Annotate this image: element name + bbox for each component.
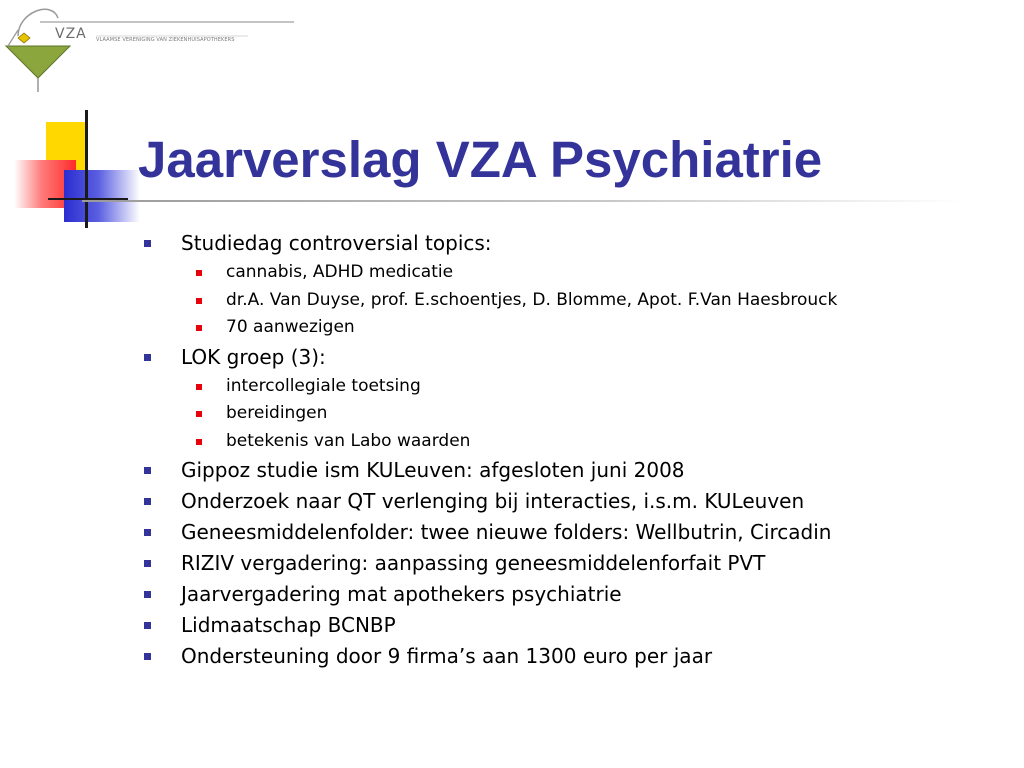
square-bullet-icon — [144, 560, 151, 567]
sub-bullet-group — [140, 373, 1000, 456]
vza-logo — [0, 0, 300, 95]
square-bullet-icon — [144, 529, 151, 536]
sub-bullet-text: bereidingen — [226, 403, 328, 423]
sub-bullet-item — [140, 314, 1000, 342]
square-bullet-icon — [144, 467, 151, 474]
sub-bullet-text: dr.A. Van Duyse, prof. E.schoentjes, D. Blomme, Apot. F.Van Haesbrouck — [226, 289, 838, 310]
square-bullet-icon — [144, 354, 151, 361]
square-bullet-icon — [144, 622, 151, 629]
bullet-item — [140, 342, 1000, 373]
bullet-item — [140, 641, 1000, 672]
sub-bullet-text: intercollegiale toetsing — [226, 375, 421, 396]
bullet-text: Gippoz studie ism KULeuven: afgesloten juni 2008 — [181, 458, 685, 482]
sub-bullet-item — [140, 287, 1000, 315]
bullet-item — [140, 486, 1000, 517]
square-bullet-icon — [144, 240, 151, 247]
sub-bullet-list — [140, 259, 1000, 342]
vertical-rule — [85, 110, 88, 228]
red-square-bullet-icon — [196, 411, 202, 417]
logo-name: VZA — [55, 26, 87, 42]
sub-bullet-item — [140, 428, 1000, 456]
red-square-bullet-icon — [196, 439, 202, 445]
slide-title: Jaarverslag VZA Psychiatrie — [138, 131, 823, 188]
red-square-bullet-icon — [196, 298, 202, 304]
sub-bullet-item — [140, 400, 1000, 428]
bullet-item — [140, 579, 1000, 610]
bullet-item — [140, 610, 1000, 641]
red-square-bullet-icon — [196, 384, 202, 390]
sub-bullet-text: 70 aanwezigen — [226, 317, 355, 337]
bullet-item — [140, 228, 1000, 259]
sub-bullet-text: cannabis, ADHD medicatie — [226, 262, 454, 282]
sub-bullet-text: betekenis van Labo waarden — [226, 430, 471, 451]
sub-bullet-list — [140, 373, 1000, 456]
sub-bullet-item — [140, 373, 1000, 401]
bullet-text: Lidmaatschap BCNBP — [181, 613, 396, 637]
red-square-bullet-icon — [196, 270, 202, 276]
slide-content — [140, 228, 1000, 672]
bullet-text: RIZIV vergadering: aanpassing geneesmiddelenforfait PVT — [181, 551, 766, 575]
title-underline — [82, 200, 962, 202]
square-bullet-icon — [144, 591, 151, 598]
sub-bullet-item — [140, 259, 1000, 287]
bullet-item — [140, 517, 1000, 548]
blue-block — [64, 170, 140, 222]
bullet-list — [140, 228, 1000, 672]
vza-emblem-icon — [0, 0, 300, 95]
bullet-text: Jaarvergadering mat apothekers psychiatrie — [181, 582, 622, 606]
bullet-text: Ondersteuning door 9 firma’s aan 1300 euro per jaar — [181, 644, 713, 668]
bullet-text: LOK groep (3): — [181, 344, 326, 369]
logo-subtitle: VLAAMSE VERENIGING VAN ZIEKENHUISAPOTHEKERS — [96, 37, 235, 43]
bullet-text: Onderzoek naar QT verlenging bij interacties, i.s.m. KULeuven — [181, 489, 805, 513]
square-bullet-icon — [144, 653, 151, 660]
decorative-blocks — [0, 100, 150, 230]
square-bullet-icon — [144, 498, 151, 505]
bullet-item — [140, 548, 1000, 579]
red-square-bullet-icon — [196, 325, 202, 331]
sub-bullet-group — [140, 259, 1000, 342]
bullet-text: Studiedag controversial topics: — [181, 231, 492, 255]
bullet-item — [140, 455, 1000, 486]
bullet-text: Geneesmiddelenfolder: twee nieuwe folders: Wellbutrin, Circadin — [181, 520, 832, 544]
